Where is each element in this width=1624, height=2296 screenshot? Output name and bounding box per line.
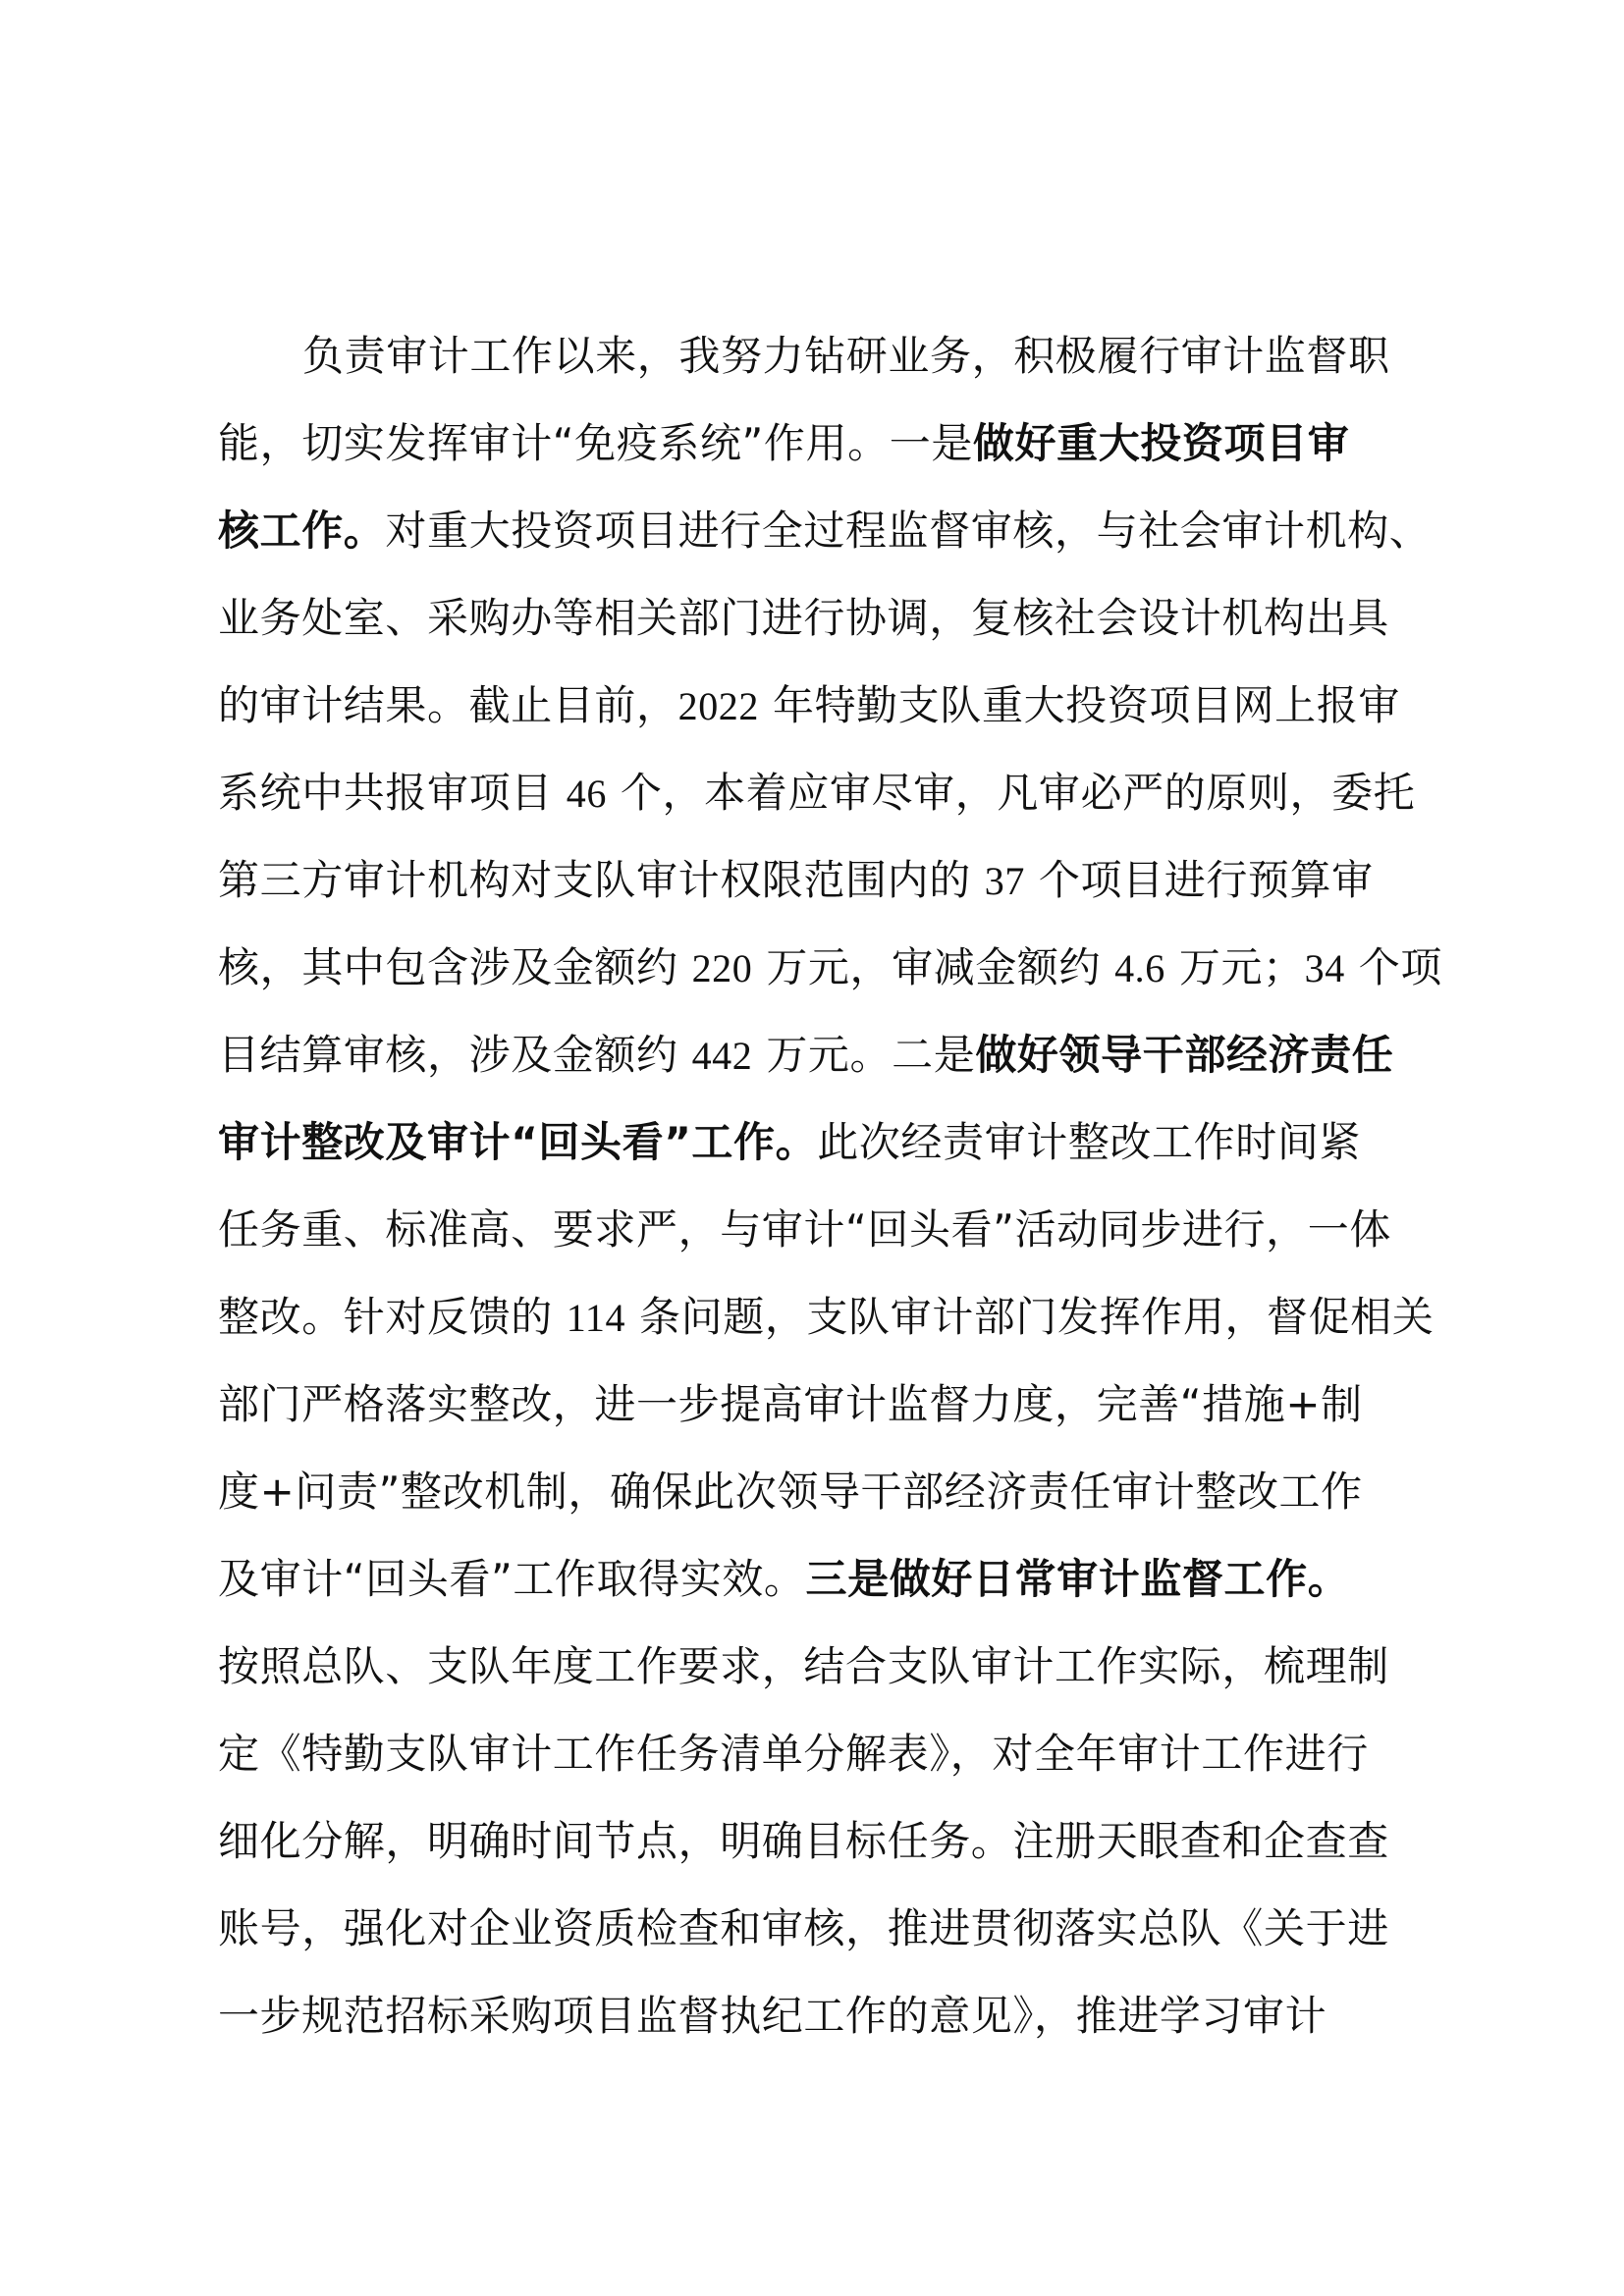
text-line [218, 1885, 1434, 1972]
text-segment: 年特勤支队重大投资项目网上报审 [759, 681, 1400, 729]
text-segment: 一步规范招标采购项目监督执纪工作的意见》，推进学习审计 [218, 1992, 1327, 2040]
text-segment: 个项目进行预算审 [1024, 856, 1374, 904]
text-line [218, 1186, 1434, 1273]
text-segment: 第三方审计机构对支队审计权限范围内的 [218, 856, 985, 904]
text-segment: 账号，强化对企业资质检查和审核，推进贯彻落实总队《关于进 [218, 1904, 1389, 1952]
text-segment: 个项 [1344, 943, 1443, 991]
text-line [218, 1710, 1434, 1797]
number-segment: 46 [566, 772, 607, 816]
text-segment: 目结算审核，涉及金额约 [218, 1031, 692, 1079]
text-segment: 对重大投资项目进行全过程监督审核，与社会审计机构、 [385, 507, 1432, 555]
text-line [218, 1098, 1434, 1186]
text-segment: 度+问责”整改机制，确保此次领导干部经济责任审计整改工作 [218, 1468, 1363, 1516]
text-segment: 细化分解，明确时间节点，明确目标任务。注册天眼查和企查查 [218, 1817, 1389, 1865]
text-line [218, 1273, 1434, 1361]
text-segment: 此次经责审计整改工作时间紧 [817, 1118, 1362, 1166]
text-line [218, 836, 1434, 924]
text-segment: 部门严格落实整改，进一步提高审计监督力度，完善“措施+制 [218, 1380, 1363, 1428]
text-line [218, 749, 1434, 836]
number-segment: 442 [691, 1034, 753, 1078]
text-line [218, 1972, 1434, 2059]
text-line [218, 400, 1434, 487]
text-line [218, 1361, 1434, 1448]
text-line [218, 487, 1434, 574]
text-segment: 万元； [1164, 943, 1305, 991]
number-segment: 4.6 [1114, 946, 1165, 990]
text-line [218, 1623, 1434, 1710]
text-segment: 能，切实发挥审计“免疫系统”作用。一是 [218, 419, 973, 467]
text-line [218, 574, 1434, 662]
text-line [218, 1448, 1434, 1535]
text-segment: 条问题，支队审计部门发挥作用，督促相关 [625, 1293, 1435, 1341]
text-line [218, 1535, 1434, 1623]
text-segment: 按照总队、支队年度工作要求，结合支队审计工作实际，梳理制 [218, 1642, 1389, 1690]
text-segment: 核，其中包含涉及金额约 [218, 943, 692, 991]
text-line [218, 662, 1434, 749]
text-segment: 万元，审减金额约 [752, 943, 1115, 991]
bold-text-segment: 审计整改及审计“回头看”工作。 [218, 1118, 818, 1166]
text-segment: 业务处室、采购办等相关部门进行协调，复核社会设计机构出具 [218, 594, 1389, 642]
bold-text-segment: 三是做好日常审计监督工作。 [805, 1555, 1350, 1603]
text-segment: 个，本着应审尽审，凡审必严的原则，委托 [606, 769, 1416, 817]
bold-text-segment: 做好重大投资项目审 [972, 419, 1350, 467]
number-segment: 220 [691, 946, 753, 990]
bold-text-segment: 做好领导干部经济责任 [975, 1031, 1394, 1079]
text-line [218, 1011, 1434, 1098]
text-line [218, 924, 1443, 1011]
text-segment: 万元。二是 [752, 1031, 976, 1079]
number-segment: 34 [1304, 946, 1345, 990]
text-segment: 负责审计工作以来，我努力钻研业务，积极履行审计监督职 [302, 332, 1390, 380]
text-line [218, 312, 1434, 400]
text-segment: 整改。针对反馈的 [218, 1293, 567, 1341]
text-segment: 系统中共报审项目 [218, 769, 567, 817]
number-segment: 37 [984, 859, 1025, 903]
text-segment: 及审计“回头看”工作取得实效。 [218, 1555, 806, 1603]
body-paragraph [218, 312, 1443, 2059]
number-segment: 114 [566, 1296, 626, 1340]
number-segment: 2022 [677, 684, 760, 728]
text-segment: 定《特勤支队审计工作任务清单分解表》，对全年审计工作进行 [218, 1730, 1369, 1778]
text-line [218, 1797, 1434, 1885]
text-segment: 的审计结果。截止目前， [218, 681, 678, 729]
text-segment: 任务重、标准高、要求严，与审计“回头看”活动同步进行，一体 [218, 1205, 1391, 1254]
bold-text-segment: 核工作。 [218, 507, 386, 555]
